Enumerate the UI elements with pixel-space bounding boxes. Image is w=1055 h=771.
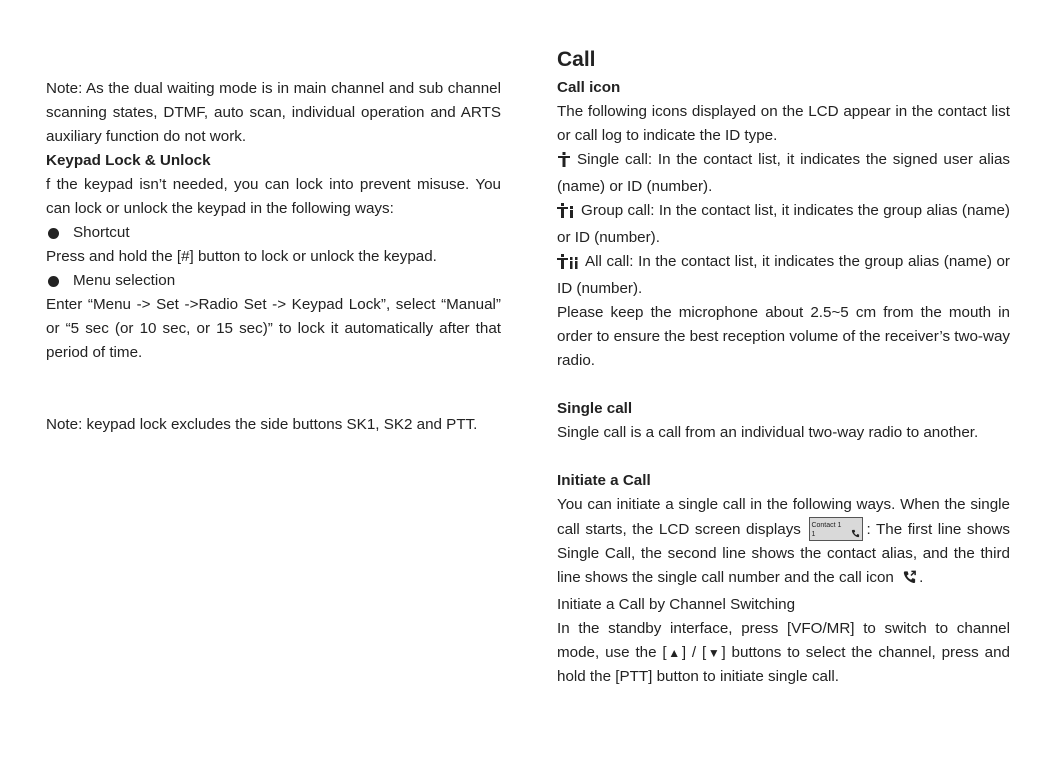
single-call-icon-text: Single call: In the contact list, it indicates the signed user alias (name) or ID (number). [557, 151, 1010, 195]
channel-switching-title: Initiate a Call by Channel Switching [557, 596, 796, 613]
right-column [557, 46, 1010, 689]
single-call-heading: Single call [557, 400, 633, 417]
all-call-icon-text: All call: In the contact list, it indicates the group alias (name) or ID (number). [557, 253, 1010, 297]
bullet-shortcut-label: Shortcut [73, 224, 130, 241]
dual-waiting-note: Note: As the dual waiting mode is in main channel and sub channel scanning states, DTMF, auto scan, individual operation and ARTS auxiliary function do not work. [46, 80, 501, 145]
keypad-lock-note: Note: keypad lock excludes the side buttons SK1, SK2 and PTT. [46, 416, 478, 433]
single-call-icon-row [557, 148, 1010, 199]
initiate-text-start: You can initiate a single call in the following ways. When the single call starts, the LCD screen displays [557, 496, 1010, 538]
menu-selection-text: Enter “Menu -> Set ->Radio Set -> Keypad Lock”, select “Manual” or “5 sec (or 10 sec, or 15 sec)” to lock it automatically after that period of time. [46, 296, 501, 361]
lcd-number-line: 1 [811, 531, 816, 538]
bullet-menu-label: Menu selection [73, 272, 176, 289]
bullet-dot-icon [48, 276, 59, 287]
standby-text-start: In the standby interface, press [VFO/MR] to switch to channel mode, use the [ [557, 620, 1010, 661]
group-call-icon [557, 202, 575, 226]
page-title: Call [557, 48, 596, 71]
initiate-call-heading: Initiate a Call [557, 472, 651, 489]
call-phone-icon [902, 569, 917, 593]
standby-text-end: ] buttons to select the channel, press and hold the [PTT] button to initiate single call. [557, 644, 1010, 685]
call-icon-heading: Call icon [557, 79, 621, 96]
left-column [46, 77, 501, 437]
keypad-lock-heading: Keypad Lock & Unlock [46, 152, 211, 169]
lcd-screen-preview [809, 517, 863, 541]
initiate-call-text [557, 493, 1010, 593]
bullet-dot-icon [48, 228, 59, 239]
single-call-icon [557, 151, 571, 175]
bullet-menu-selection [46, 269, 501, 293]
down-arrow-icon: ▼ [706, 646, 722, 660]
lcd-phone-icon [851, 529, 860, 538]
keypad-lock-intro: f the keypad isn’t needed, you can lock into prevent misuse. You can lock or unlock the keypad in the following ways: [46, 176, 501, 217]
initiate-text-end: . [919, 569, 924, 586]
single-call-text: Single call is a call from an individual two-way radio to another. [557, 424, 979, 441]
standby-text [557, 617, 1010, 689]
call-icon-intro: The following icons displayed on the LCD appear in the contact list or call log to indicate the ID type. [557, 103, 1010, 144]
all-call-icon [557, 253, 579, 277]
shortcut-text: Press and hold the [#] button to lock or unlock the keypad. [46, 248, 437, 265]
bullet-shortcut [46, 221, 501, 245]
up-arrow-icon: ▲ [666, 646, 682, 660]
initiate-text-middle: : The first line shows Single Call, the second line shows the contact alias, and the third line shows the single call number and the call icon [557, 521, 1010, 586]
lcd-contact-line: Contact 1 [811, 522, 842, 529]
all-call-icon-row [557, 250, 1010, 301]
group-call-icon-text: Group call: In the contact list, it indicates the group alias (name) or ID (number). [557, 202, 1010, 246]
microphone-text: Please keep the microphone about 2.5~5 cm from the mouth in order to ensure the best reception volume of the receiver’s two-way radio. [557, 304, 1010, 369]
standby-text-middle: ] / [ [681, 644, 707, 661]
group-call-icon-row [557, 199, 1010, 250]
